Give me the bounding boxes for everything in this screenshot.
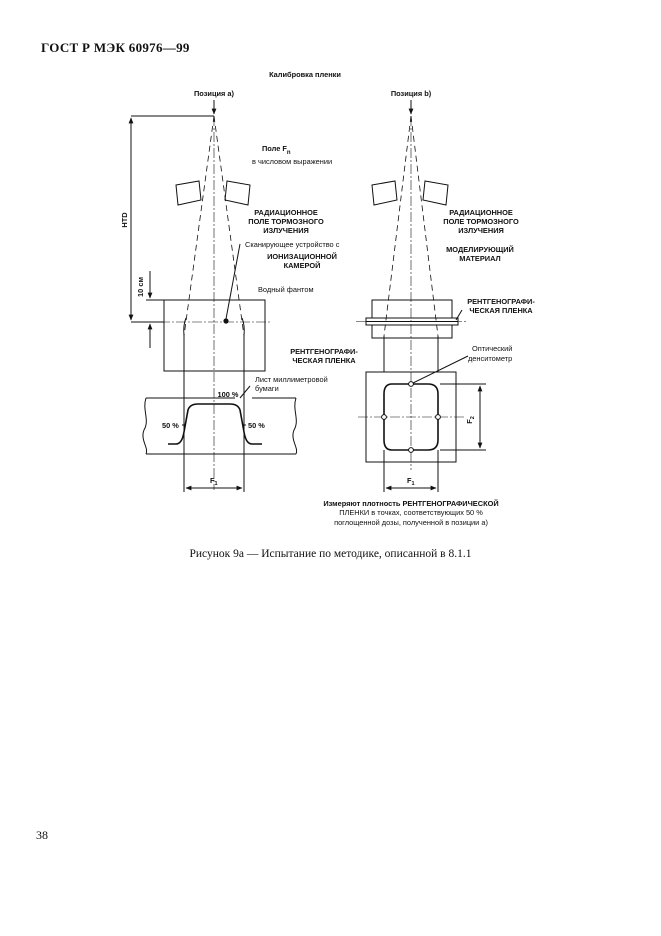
figure-top-title: Калибровка пленки bbox=[269, 70, 341, 79]
rad-field-label-b-2: ПОЛЕ ТОРМОЗНОГО bbox=[443, 217, 519, 226]
graph-paper-label-1: Лист миллиметровой bbox=[255, 375, 328, 384]
beam-edge-right-b bbox=[411, 116, 438, 336]
htd-label: НТD bbox=[120, 212, 129, 228]
collimator-jaw-right-b bbox=[423, 181, 448, 205]
scanner-label-1: Сканирующее устройство с bbox=[245, 240, 340, 249]
position-b-setup bbox=[323, 89, 535, 527]
film-label-b-1: РЕНТГЕНОГРАФИ- bbox=[467, 297, 535, 306]
f1-label-a: $F_1$ bbox=[210, 476, 218, 487]
measure-point-right bbox=[436, 415, 441, 420]
depth-label: 10 см bbox=[136, 277, 145, 297]
densitometer-leader bbox=[413, 356, 468, 383]
rad-field-label-b-3: ИЗЛУЧЕНИЯ bbox=[458, 226, 504, 235]
level-50-left-label: 50 % bbox=[162, 421, 179, 430]
beam-edge-left-a bbox=[184, 116, 214, 336]
measure-note-1: Измеряют плотность РЕНТГЕНОГРАФИЧЕСКОЙ bbox=[323, 499, 499, 508]
level-100-label: 100 % bbox=[217, 390, 239, 399]
document-header: ГОСТ Р МЭК 60976—99 bbox=[41, 40, 190, 55]
field-label: Поле $F_n$ bbox=[262, 144, 291, 156]
page-number: 38 bbox=[36, 828, 48, 842]
densitometer-label-2: денситометр bbox=[468, 354, 513, 363]
measure-note-2: ПЛЕНКИ в точках, соответствующих 50 % bbox=[339, 508, 483, 517]
field-numeric-note: в числовом выражении bbox=[252, 157, 333, 166]
position-a-label: Позиция a) bbox=[194, 89, 234, 98]
rad-field-label-a-2: ПОЛЕ ТОРМОЗНОГО bbox=[248, 217, 324, 226]
figure-caption: Рисунок 9а — Испытание по методике, описанной в 8.1.1 bbox=[189, 548, 472, 560]
film-label-b-2: ЧЕСКАЯ ПЛЕНКА bbox=[469, 306, 533, 315]
level-50-right-label: 50 % bbox=[248, 421, 265, 430]
f1-label-b: $F_1$ bbox=[407, 476, 415, 487]
water-phantom-label: Водный фантом bbox=[258, 285, 314, 294]
measure-point-bottom bbox=[409, 448, 414, 453]
rad-field-label-b-1: РАДИАЦИОННОЕ bbox=[449, 208, 513, 217]
beam-edge-left-b bbox=[384, 116, 411, 336]
densitometer-label-1: Оптический bbox=[472, 344, 513, 353]
graph-paper-torn-right bbox=[293, 398, 297, 454]
build-up-material bbox=[372, 300, 452, 318]
measure-point-top bbox=[409, 382, 414, 387]
collimator-jaw-right-a bbox=[225, 181, 250, 205]
collimator-jaw-left-b bbox=[372, 181, 397, 205]
f2-label: $F_2$ bbox=[465, 416, 476, 424]
scanner-label-3: КАМЕРОЙ bbox=[283, 261, 321, 270]
material-label-2: МАТЕРИАЛ bbox=[459, 254, 501, 263]
rad-field-label-a-3: ИЗЛУЧЕНИЯ bbox=[263, 226, 309, 235]
graph-paper-leader bbox=[240, 386, 250, 398]
material-label-1: МОДЕЛИРУЮЩИЙ bbox=[446, 245, 514, 254]
measure-point-left bbox=[382, 415, 387, 420]
graph-paper-label-2: бумаги bbox=[255, 384, 279, 393]
film-label-a-1: РЕНТГЕНОГРАФИ- bbox=[290, 347, 358, 356]
measure-note-3: поглощенной дозы, полученной в позиции а) bbox=[334, 518, 488, 527]
ionization-chamber-dot bbox=[223, 318, 228, 323]
water-phantom-a bbox=[164, 300, 265, 371]
film-leader-b bbox=[456, 310, 462, 320]
scanner-label-2: ИОНИЗАЦИОННОЙ bbox=[267, 252, 337, 261]
graph-paper-torn-left bbox=[143, 398, 147, 454]
position-a-setup bbox=[120, 89, 358, 492]
collimator-jaw-left-a bbox=[176, 181, 201, 205]
rad-field-label-a-1: РАДИАЦИОННОЕ bbox=[254, 208, 318, 217]
position-b-label: Позиция b) bbox=[390, 89, 432, 98]
film-label-a-2: ЧЕСКАЯ ПЛЕНКА bbox=[292, 356, 356, 365]
